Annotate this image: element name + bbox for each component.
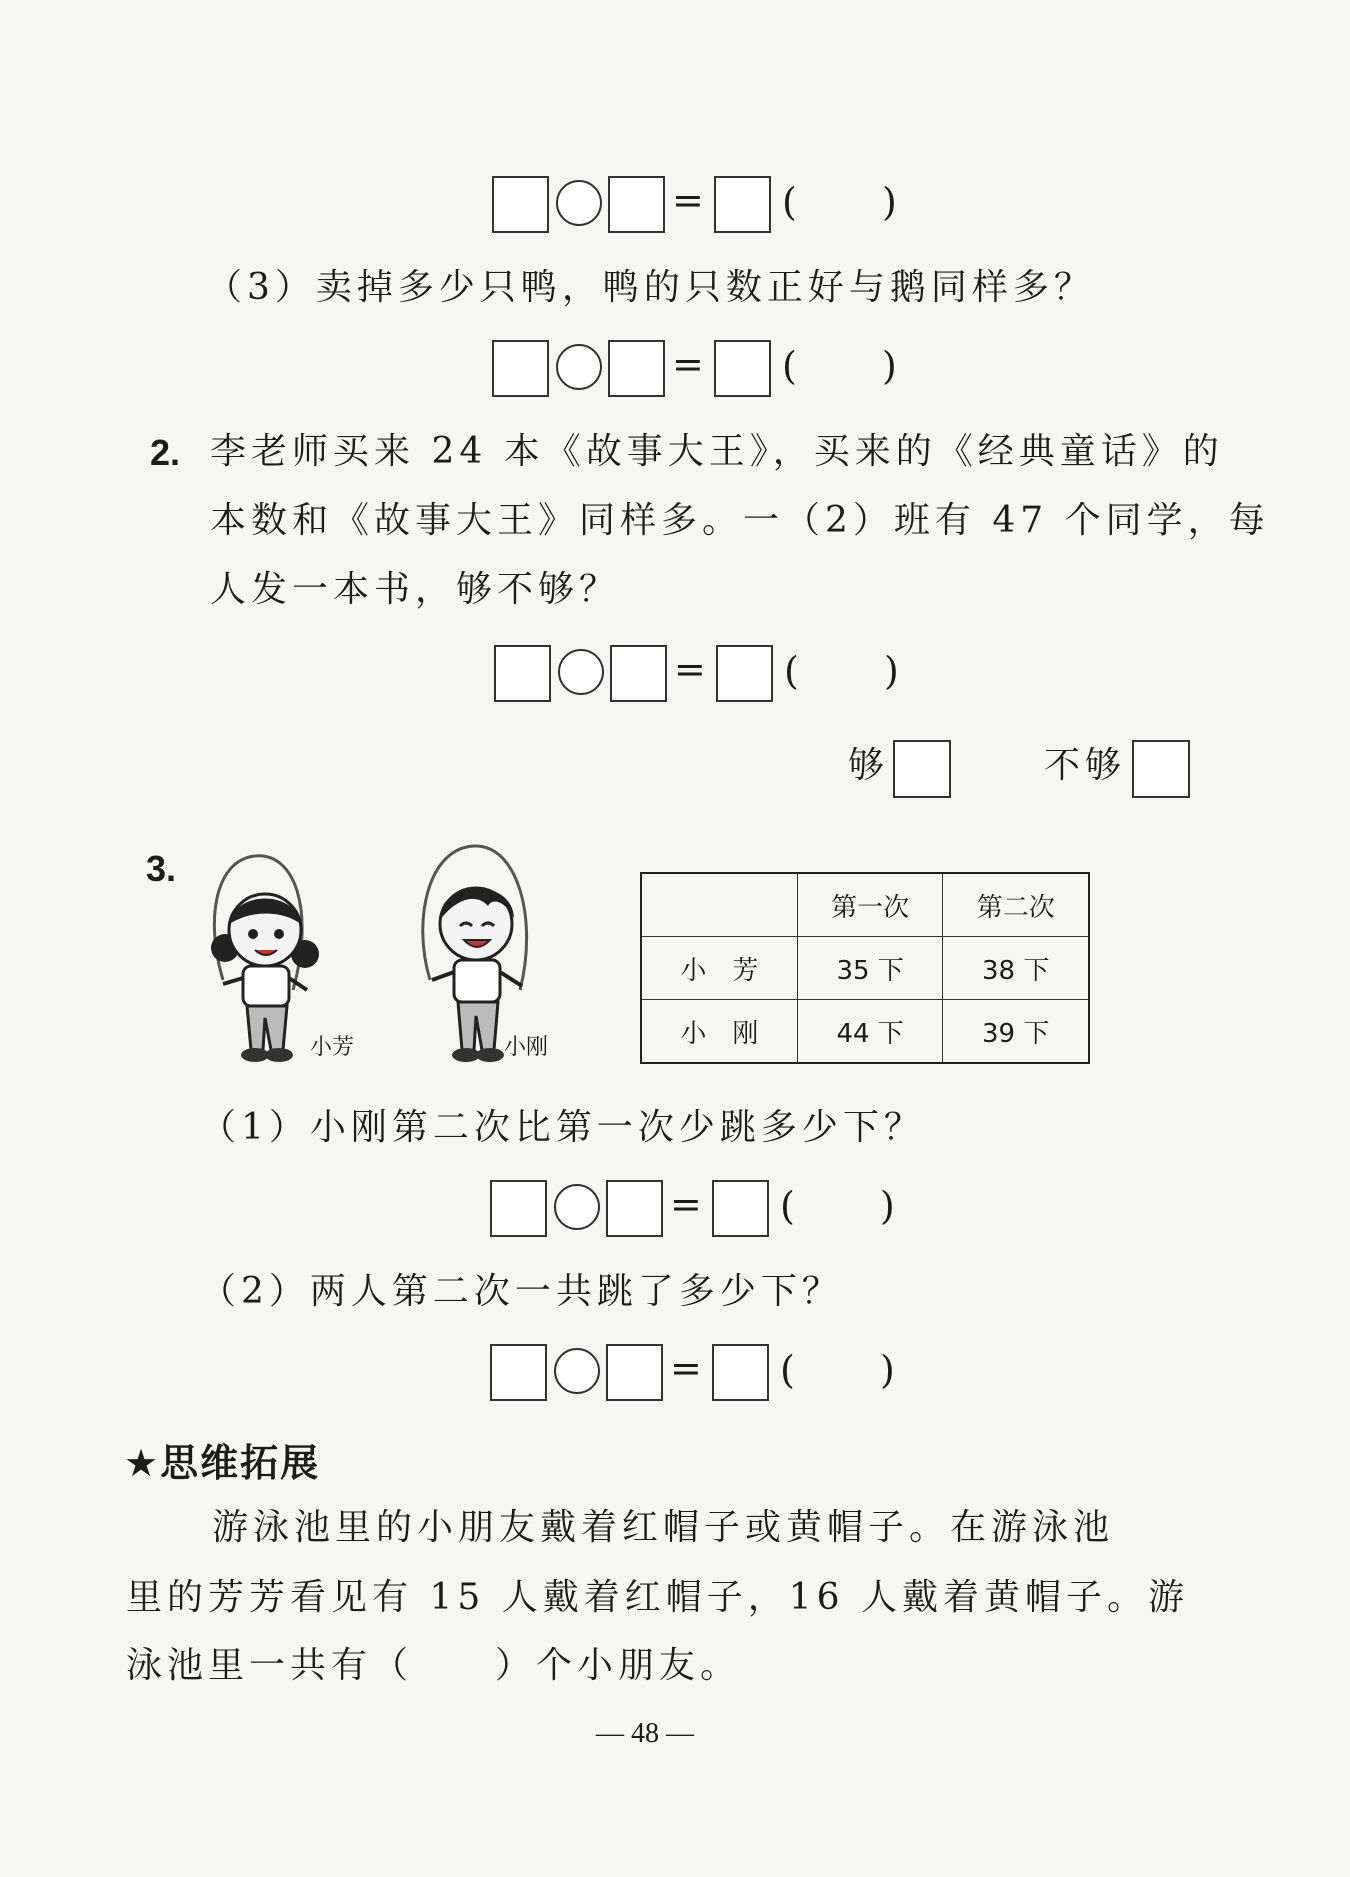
not-enough-checkbox[interactable]: [1132, 740, 1190, 798]
q3-sub2-text: （2）两人第二次一共跳了多少下？: [200, 1271, 843, 1312]
operator-circle[interactable]: [554, 1348, 600, 1394]
equals-sign: =: [670, 1182, 702, 1226]
page-number: — 48 —: [596, 1718, 694, 1749]
jump-record-table: [640, 872, 1090, 1064]
table-row: [641, 1000, 1089, 1064]
operand-box-2[interactable]: [606, 1180, 663, 1237]
unit-paren-left: (: [784, 649, 799, 693]
operator-circle[interactable]: [556, 180, 602, 226]
operator-circle[interactable]: [554, 1184, 600, 1230]
operator-circle[interactable]: [556, 344, 602, 390]
operand-box-2[interactable]: [610, 645, 667, 702]
operand-box-2[interactable]: [608, 176, 665, 233]
result-box[interactable]: [712, 1344, 769, 1401]
unit-paren-right: ): [884, 649, 899, 693]
equals-sign: =: [672, 342, 704, 386]
result-box[interactable]: [712, 1180, 769, 1237]
equation-row-5: [490, 1344, 910, 1402]
q2-line-2: 本数和《故事大王》同样多。一（2）班有 47 个同学，每: [210, 500, 1270, 541]
q3-number: 3.: [146, 848, 177, 889]
table-cell: 小 芳: [641, 937, 797, 1000]
unit-paren-left: (: [782, 344, 797, 388]
operand-box-2[interactable]: [608, 340, 665, 397]
q2-line-1: 李老师买来 24 本《故事大王》，买来的《经典童话》的: [210, 431, 1224, 472]
q2-number: 2.: [150, 432, 181, 473]
table-header-cell: [641, 873, 797, 937]
table-cell: 35 下: [797, 937, 943, 1000]
table-header-cell: 第二次: [943, 873, 1089, 937]
operand-box-1[interactable]: [490, 1180, 547, 1237]
extension-title: ★思维拓展: [124, 1441, 321, 1485]
not-enough-label: 不够: [1044, 745, 1127, 786]
equals-sign: =: [674, 647, 706, 691]
operand-box-1[interactable]: [490, 1344, 547, 1401]
enough-label: 够: [848, 745, 890, 786]
extension-line-1: 游泳池里的小朋友戴着红帽子或黄帽子。在游泳池: [212, 1507, 1115, 1548]
result-box[interactable]: [714, 176, 771, 233]
unit-paren-left: (: [780, 1348, 795, 1392]
result-box[interactable]: [714, 340, 771, 397]
equation-row-3: [494, 645, 914, 703]
unit-paren-right: ): [882, 180, 897, 224]
operand-box-1[interactable]: [492, 176, 549, 233]
table-cell: 小 刚: [641, 1000, 797, 1064]
equation-row-1: [492, 176, 912, 234]
equals-sign: =: [672, 178, 704, 222]
table-row: [641, 937, 1089, 1000]
table-cell: 38 下: [943, 937, 1089, 1000]
equation-row-2: [492, 340, 912, 398]
unit-paren-right: ): [882, 344, 897, 388]
extension-line-3: 泳池里一共有（ ）个小朋友。: [126, 1645, 742, 1686]
operator-circle[interactable]: [558, 649, 604, 695]
girl-label: 小芳: [310, 1035, 355, 1060]
unit-paren-right: ): [880, 1184, 895, 1228]
table-cell: 39 下: [943, 1000, 1089, 1064]
q2-line-3: 人发一本书，够不够？: [210, 569, 621, 610]
equals-sign: =: [670, 1346, 702, 1390]
operand-box-1[interactable]: [492, 340, 549, 397]
unit-paren-left: (: [780, 1184, 795, 1228]
operand-box-2[interactable]: [606, 1344, 663, 1401]
unit-paren-right: ): [880, 1348, 895, 1392]
table-cell: 44 下: [797, 1000, 943, 1064]
table-header-cell: 第一次: [797, 873, 943, 937]
q1-3-text: （3）卖掉多少只鸭，鸭的只数正好与鹅同样多？: [206, 267, 1095, 308]
enough-checkbox[interactable]: [893, 740, 951, 798]
extension-line-2: 里的芳芳看见有 15 人戴着红帽子，16 人戴着黄帽子。游: [126, 1577, 1189, 1618]
operand-box-1[interactable]: [494, 645, 551, 702]
table-header-row: [641, 873, 1089, 937]
equation-row-4: [490, 1180, 910, 1238]
boy-label: 小刚: [504, 1035, 549, 1060]
result-box[interactable]: [716, 645, 773, 702]
q3-sub1-text: （1）小刚第二次比第一次少跳多少下？: [200, 1107, 925, 1148]
unit-paren-left: (: [782, 180, 797, 224]
